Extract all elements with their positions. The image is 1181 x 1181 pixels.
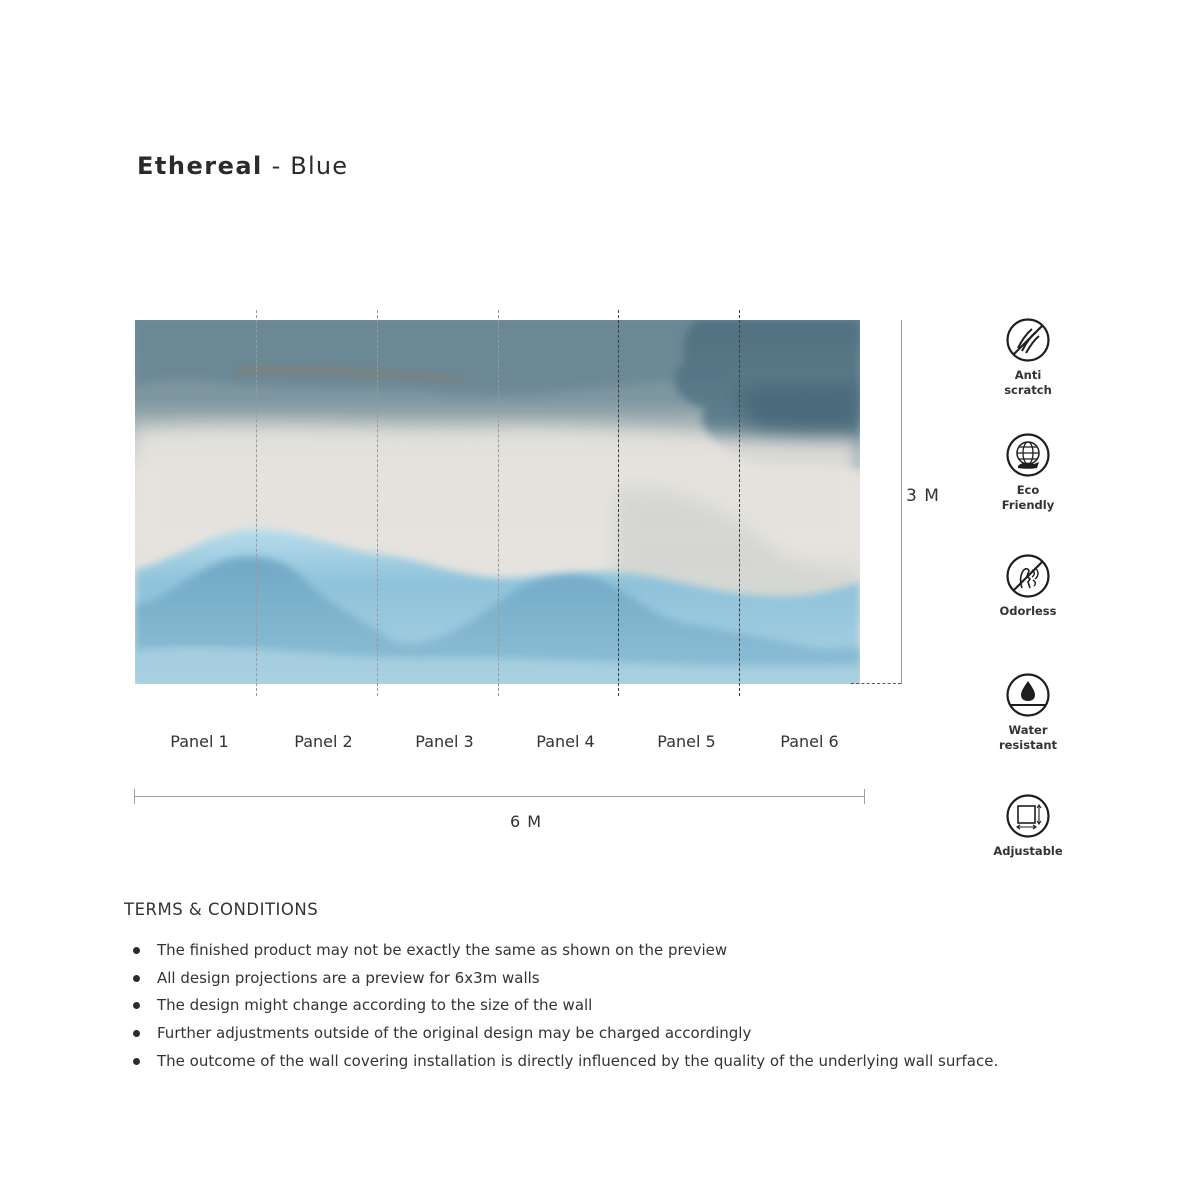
anti-scratch-icon: [1006, 318, 1050, 362]
terms-list-item: [124, 1021, 998, 1049]
feature-label: Adjustable: [993, 844, 1063, 858]
bullet-icon: [133, 1030, 140, 1037]
panel-label-6: Panel 6: [780, 732, 839, 751]
terms-heading: TERMS & CONDITIONS: [124, 900, 319, 919]
terms-list: [124, 938, 998, 1076]
feature-label: Odorless: [999, 604, 1057, 618]
panel-divider-2: [377, 310, 378, 696]
panel-label-4: Panel 4: [536, 732, 595, 751]
panel-label-5: Panel 5: [657, 732, 716, 751]
feature-odorless: [983, 554, 1073, 619]
panel-label-2: Panel 2: [294, 732, 353, 751]
panel-divider-1: [256, 310, 257, 696]
panel-divider-4: [618, 310, 619, 696]
bullet-icon: [133, 975, 140, 982]
feature-label: Water resistant: [998, 723, 1058, 752]
odorless-icon: [1006, 554, 1050, 598]
terms-list-item: [124, 993, 998, 1021]
width-label: 6 M: [509, 812, 543, 831]
feature-adjustable: [983, 794, 1073, 859]
product-title: [137, 152, 348, 180]
terms-text: The finished product may not be exactly the same as shown on the preview: [157, 941, 728, 959]
terms-text: The design might change according to the size of the wall: [157, 996, 593, 1015]
panel-label-3: Panel 3: [415, 732, 474, 751]
feature-eco-friendly: [983, 433, 1073, 513]
feature-label: Anti scratch: [1004, 368, 1052, 397]
panel-divider-5: [739, 310, 740, 696]
bullet-icon: [133, 947, 140, 954]
terms-list-item: [124, 1049, 998, 1077]
width-tick-right: [864, 789, 865, 804]
terms-text: All design projections are a preview for 6x3m walls: [157, 968, 540, 987]
height-label: 3 M: [906, 486, 940, 506]
terms-list-item: [124, 966, 998, 994]
product-name: Ethereal: [137, 152, 263, 180]
width-dimension-line: [135, 796, 865, 797]
product-separator: -: [262, 152, 291, 180]
water-resistant-icon: [1006, 673, 1050, 717]
eco-friendly-icon: [1006, 433, 1050, 477]
feature-water-resistant: [983, 673, 1073, 753]
height-dimension-guide: [851, 683, 901, 684]
height-dimension-line: [901, 320, 902, 684]
bullet-icon: [133, 1058, 140, 1065]
feature-label: Eco Friendly: [1001, 483, 1055, 512]
terms-text: Further adjustments outside of the original design may be charged accordingly: [157, 1024, 752, 1043]
feature-anti-scratch: [983, 318, 1073, 398]
adjustable-icon: [1006, 794, 1050, 838]
product-variant: Blue: [290, 152, 349, 180]
terms-list-item: [124, 938, 998, 966]
width-tick-left: [134, 789, 135, 804]
bullet-icon: [133, 1002, 140, 1009]
terms-text: The outcome of the wall covering installation is directly influenced by the quality of the underlying wall surface.: [157, 1051, 999, 1070]
panel-divider-3: [498, 310, 499, 696]
panel-label-1: Panel 1: [170, 732, 229, 751]
